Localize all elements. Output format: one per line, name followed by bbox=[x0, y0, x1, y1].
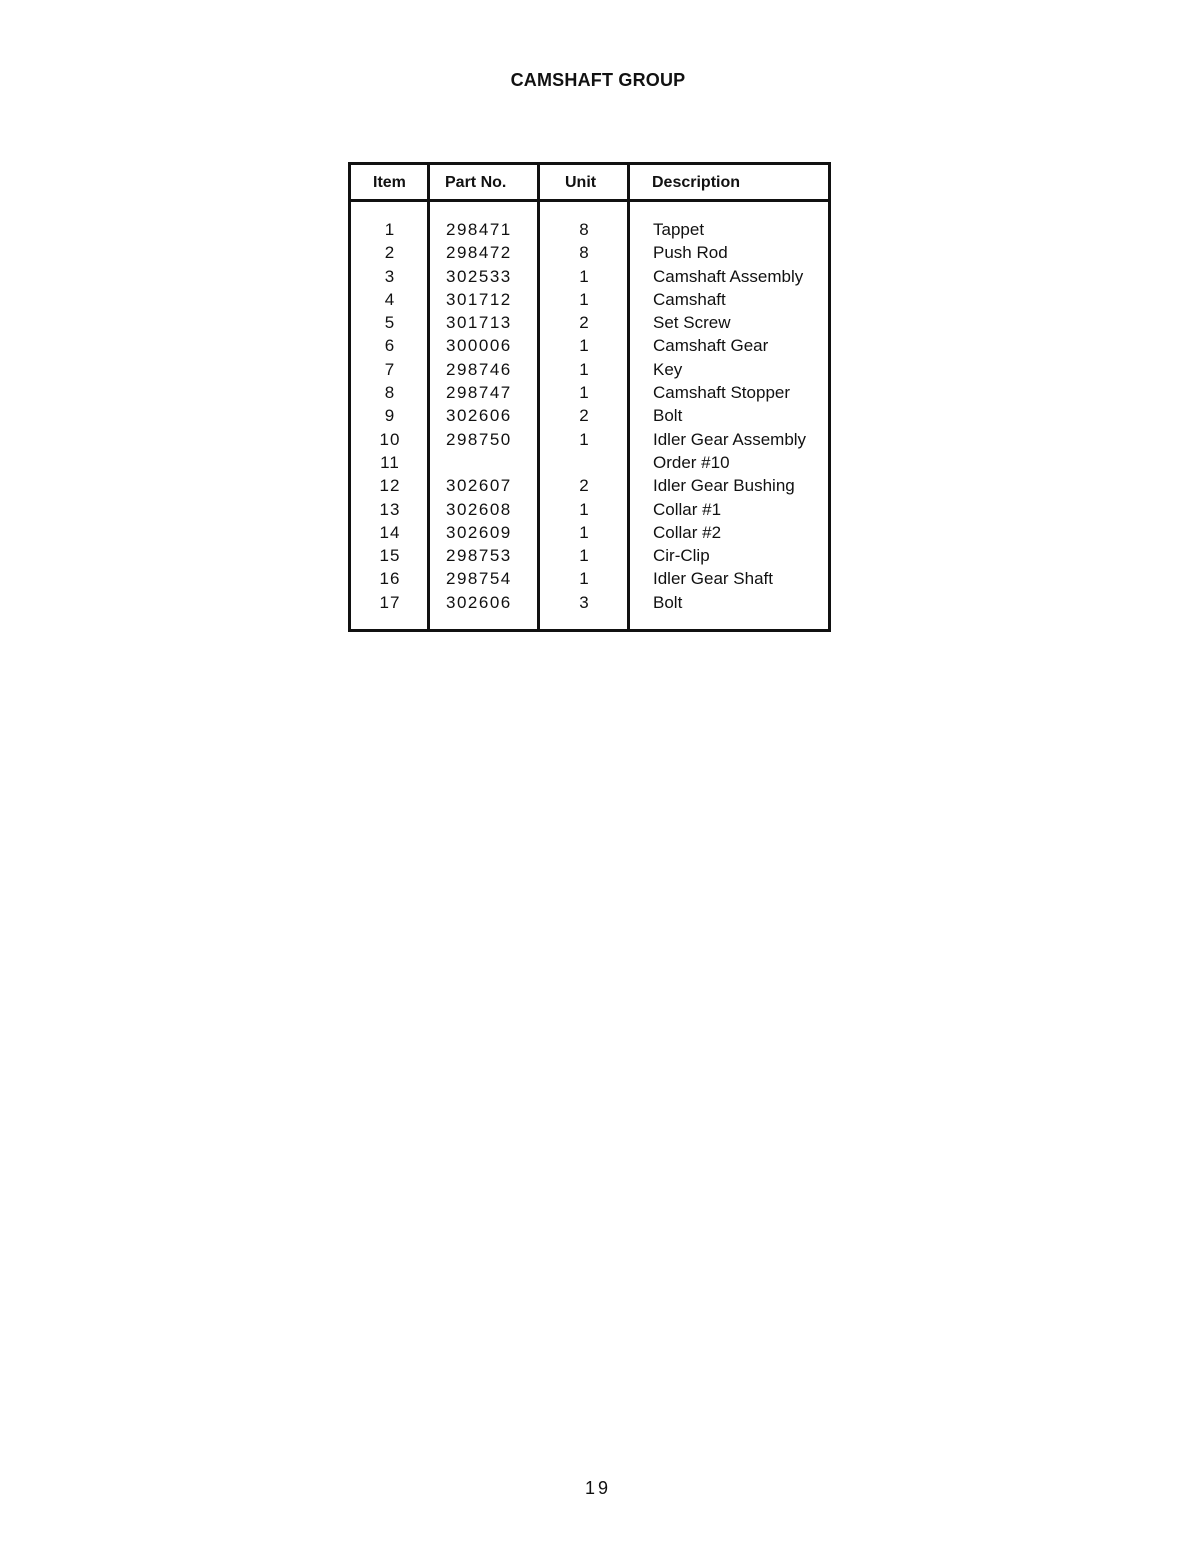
part-number: 302606 bbox=[446, 406, 512, 426]
description: Camshaft Assembly bbox=[653, 266, 804, 286]
item-number: 5 bbox=[384, 313, 396, 333]
table-row bbox=[351, 404, 828, 427]
description: Bolt bbox=[653, 592, 683, 612]
item-number: 14 bbox=[379, 522, 401, 542]
page-title: CAMSHAFT GROUP bbox=[510, 70, 686, 90]
unit-count: 1 bbox=[579, 429, 589, 449]
part-number: 298747 bbox=[446, 383, 512, 403]
table-row bbox=[351, 358, 828, 381]
item-number: 17 bbox=[379, 592, 401, 612]
description: Bolt bbox=[653, 406, 683, 426]
unit-count: 2 bbox=[579, 476, 589, 496]
description: Idler Gear Bushing bbox=[653, 476, 795, 496]
item-number: 9 bbox=[384, 406, 396, 426]
table-row bbox=[351, 288, 828, 311]
table-row bbox=[351, 334, 828, 357]
part-number: 298753 bbox=[446, 546, 512, 566]
header-unit: Unit bbox=[565, 174, 597, 191]
unit-count: 1 bbox=[579, 336, 589, 356]
unit-count: 2 bbox=[579, 406, 589, 426]
table-row bbox=[351, 521, 828, 544]
unit-count: 1 bbox=[579, 266, 589, 286]
table-row bbox=[351, 428, 828, 451]
unit-count: 1 bbox=[579, 546, 589, 566]
part-number: 302609 bbox=[446, 522, 512, 542]
part-number: 298472 bbox=[446, 243, 512, 263]
header-description: Description bbox=[652, 174, 741, 191]
unit-count: 8 bbox=[579, 243, 589, 263]
description: Order #10 bbox=[653, 452, 730, 472]
part-number: 298746 bbox=[446, 359, 512, 379]
description: Set Screw bbox=[653, 313, 731, 333]
header-part-no: Part No. bbox=[445, 174, 507, 191]
header-item: Item bbox=[373, 174, 406, 191]
table-row bbox=[351, 567, 828, 590]
item-number: 16 bbox=[379, 569, 401, 589]
unit-count: 1 bbox=[579, 359, 589, 379]
part-number: 302533 bbox=[446, 266, 512, 286]
table-row bbox=[351, 498, 828, 521]
table-row bbox=[351, 241, 828, 264]
part-number: 298754 bbox=[446, 569, 512, 589]
part-number: 298750 bbox=[446, 429, 512, 449]
description: Collar #2 bbox=[653, 522, 722, 542]
item-number: 1 bbox=[384, 220, 396, 239]
table-row bbox=[351, 451, 828, 474]
item-number: 13 bbox=[379, 499, 401, 519]
parts-table bbox=[348, 162, 831, 632]
table-row bbox=[351, 218, 828, 241]
unit-count: 1 bbox=[579, 383, 589, 403]
item-number: 4 bbox=[384, 289, 396, 309]
part-number: 302608 bbox=[446, 499, 512, 519]
item-number: 10 bbox=[379, 429, 401, 449]
part-number: 301712 bbox=[446, 289, 512, 309]
item-number: 11 bbox=[380, 452, 400, 472]
part-number: 302606 bbox=[446, 592, 512, 612]
header-divider bbox=[351, 199, 828, 202]
item-number: 7 bbox=[384, 359, 396, 379]
unit-count: 1 bbox=[579, 289, 589, 309]
part-number: 300006 bbox=[446, 336, 512, 356]
unit-count: 1 bbox=[579, 499, 589, 519]
page-number: 19 bbox=[584, 1478, 612, 1498]
description: Cir-Clip bbox=[653, 546, 710, 566]
item-number: 6 bbox=[384, 336, 396, 356]
description: Camshaft bbox=[653, 289, 726, 309]
table-body bbox=[351, 218, 828, 614]
part-number: 301713 bbox=[446, 313, 512, 333]
description: Tappet bbox=[653, 220, 705, 239]
description: Camshaft Gear bbox=[653, 336, 769, 356]
item-number: 15 bbox=[379, 546, 401, 566]
description: Idler Gear Shaft bbox=[653, 569, 774, 589]
table-row bbox=[351, 591, 828, 614]
description: Camshaft Stopper bbox=[653, 383, 791, 403]
table-row bbox=[351, 544, 828, 567]
part-number: 302607 bbox=[446, 476, 512, 496]
part-number: 298471 bbox=[446, 220, 512, 239]
unit-count: 2 bbox=[579, 313, 589, 333]
item-number: 12 bbox=[379, 476, 401, 496]
table-row bbox=[351, 474, 828, 497]
description: Collar #1 bbox=[653, 499, 722, 519]
unit-count: 8 bbox=[579, 220, 589, 239]
unit-count: 1 bbox=[579, 569, 589, 589]
table-row bbox=[351, 265, 828, 288]
unit-count: 3 bbox=[579, 592, 589, 612]
item-number: 3 bbox=[384, 266, 396, 286]
unit-count: 1 bbox=[579, 522, 589, 542]
description: Key bbox=[653, 359, 683, 379]
table-row bbox=[351, 311, 828, 334]
table-row bbox=[351, 381, 828, 404]
item-number: 2 bbox=[384, 243, 396, 263]
description: Push Rod bbox=[653, 243, 728, 263]
item-number: 8 bbox=[384, 383, 396, 403]
description: Idler Gear Assembly bbox=[653, 429, 807, 449]
